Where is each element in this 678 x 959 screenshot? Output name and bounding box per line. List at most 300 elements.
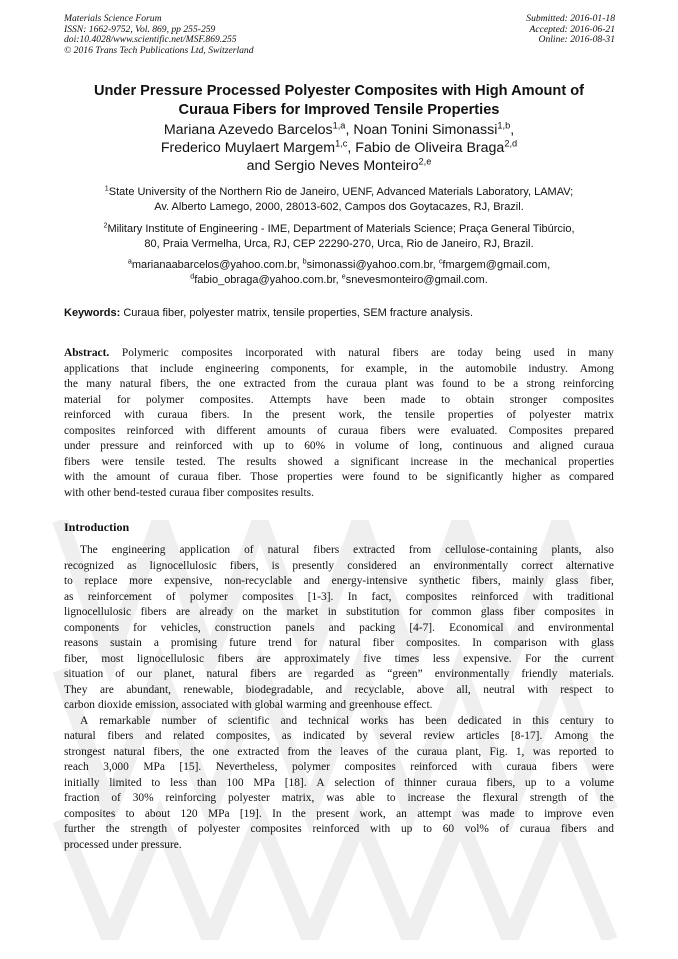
- word: volume: [354, 440, 389, 452]
- word: replace: [84, 575, 118, 587]
- word: greenhouse: [349, 699, 401, 711]
- word: technical: [308, 714, 350, 727]
- word: in: [459, 455, 469, 468]
- word: components: [64, 621, 120, 634]
- word: reinforced: [126, 424, 174, 437]
- word: was: [461, 807, 480, 820]
- word: in: [327, 606, 337, 618]
- word: environmental: [548, 621, 614, 634]
- word: composites: [250, 823, 302, 835]
- word: fibers.: [200, 409, 230, 421]
- word: natural: [348, 347, 380, 359]
- word: of: [376, 745, 387, 758]
- word: the: [196, 378, 211, 390]
- word: composites: [181, 347, 233, 359]
- word: associated: [181, 699, 229, 711]
- keywords: [64, 306, 624, 320]
- word: of: [578, 792, 588, 804]
- word: has: [399, 714, 415, 727]
- word: scientific: [227, 714, 270, 727]
- journal-doi: doi:10.4028/www.scientific.net/MSF.869.255: [64, 34, 237, 46]
- word: the: [263, 606, 278, 618]
- word: reported: [558, 745, 597, 758]
- word: fibers: [250, 668, 277, 680]
- word: as: [281, 730, 292, 742]
- email-link[interactable]: simonassi@yahoo.com.br,: [306, 259, 436, 271]
- word: fiber.: [217, 471, 242, 483]
- word: properties: [287, 471, 333, 483]
- text-line: [64, 590, 614, 606]
- word: situation: [64, 668, 104, 680]
- text-line: [64, 745, 614, 761]
- email-link[interactable]: fmargem@gmail.com,: [442, 259, 551, 271]
- word: to: [441, 393, 451, 406]
- word: current: [581, 652, 614, 665]
- word: as: [64, 590, 74, 603]
- word: as: [550, 471, 560, 483]
- text-line: [64, 838, 614, 854]
- word: from: [287, 745, 310, 758]
- word: of: [399, 440, 409, 452]
- word: found: [442, 378, 469, 390]
- email-mark: a: [127, 257, 132, 266]
- text-line: [64, 791, 614, 807]
- text-line: [64, 377, 614, 393]
- word: related: [173, 730, 205, 742]
- word: and: [328, 621, 346, 634]
- word: further: [64, 823, 95, 835]
- text-line: [64, 408, 614, 424]
- word: results.: [281, 486, 314, 499]
- text-line: [64, 574, 614, 590]
- affiliation-text: Military Institute of Engineering - IME, Department of Materials Science; Praça General Tibúrcio,: [107, 223, 575, 235]
- word: to: [423, 823, 432, 835]
- word: fibers: [64, 455, 90, 468]
- word: for: [340, 362, 354, 375]
- word: from: [293, 378, 316, 390]
- word: reinforcement: [87, 590, 152, 603]
- word: a: [564, 776, 570, 789]
- word: one: [218, 378, 236, 390]
- abstract-label: Abstract.: [64, 347, 110, 359]
- word: continuous: [452, 440, 503, 452]
- word: on: [242, 606, 254, 618]
- word: correct: [521, 559, 553, 572]
- word: common: [431, 606, 472, 618]
- word: increase: [410, 455, 448, 468]
- affiliation-2: [60, 222, 618, 252]
- word: compared: [568, 471, 614, 483]
- word: the: [93, 471, 108, 483]
- word: fibers: [313, 544, 340, 556]
- word: to: [524, 807, 534, 820]
- word: [8-17].: [511, 730, 543, 742]
- word: up: [263, 440, 275, 452]
- word: and: [512, 440, 530, 452]
- word: MPa: [207, 807, 230, 820]
- word: 120: [180, 807, 198, 820]
- word: indicated: [303, 730, 345, 742]
- word: composites,: [215, 730, 271, 742]
- word: initially: [64, 776, 100, 789]
- word: the: [439, 362, 454, 375]
- word: include: [159, 362, 194, 375]
- word: renewable,: [183, 683, 234, 696]
- word: curaua: [169, 486, 200, 499]
- word: in: [604, 606, 614, 618]
- word: environmentally: [434, 668, 510, 680]
- word: for: [408, 606, 423, 618]
- word: works: [360, 714, 389, 727]
- affiliation-text: 80, Praia Vermelha, Urca, RJ, CEP 22290-270, Urca, Rio de Janeiro, RJ, Brazil.: [144, 238, 534, 251]
- word: volume: [579, 776, 614, 789]
- word: “green”: [387, 668, 423, 680]
- word: fiber: [202, 486, 225, 499]
- author-name: Mariana Azevedo Barcelos: [163, 122, 333, 138]
- word: of: [159, 471, 169, 483]
- word: the: [377, 409, 392, 421]
- word: under: [111, 838, 138, 851]
- word: found: [372, 471, 400, 483]
- word: with: [184, 424, 206, 437]
- word: made: [489, 807, 515, 820]
- text-line: [64, 362, 614, 378]
- word: engineering: [205, 362, 259, 375]
- author-name: Fabio de Oliveira Braga: [355, 140, 505, 156]
- word: a: [334, 455, 340, 468]
- word: In: [242, 409, 253, 421]
- word: fibers,: [159, 378, 189, 390]
- word: being: [495, 347, 521, 359]
- word: tensile: [135, 455, 165, 468]
- word: pressure: [100, 440, 139, 452]
- word: with: [558, 637, 580, 649]
- word: mechanical: [504, 455, 557, 468]
- word: stronger: [509, 393, 548, 406]
- word: natural: [206, 668, 239, 680]
- word: used: [533, 347, 555, 359]
- word: different: [216, 424, 256, 437]
- word: materials.: [569, 668, 614, 680]
- word: fibers: [140, 606, 167, 618]
- email-link[interactable]: snevesmonteiro@gmail.com.: [345, 274, 488, 287]
- word: less: [170, 776, 188, 789]
- word: curaua: [416, 745, 448, 758]
- word: lignocellulosic: [149, 559, 217, 572]
- section-heading-introduction: Introduction: [64, 520, 130, 534]
- word: fibers,: [471, 575, 501, 587]
- word: higher: [512, 471, 542, 483]
- word: are: [175, 606, 190, 618]
- text-line: [64, 455, 614, 471]
- author-list: [60, 121, 618, 175]
- word: [1-3].: [307, 590, 334, 603]
- word: reach: [64, 761, 89, 773]
- word: fiber: [372, 637, 395, 649]
- word: Economical: [449, 621, 504, 634]
- word: up: [400, 823, 413, 835]
- word: MPa: [253, 776, 275, 789]
- word: above: [416, 683, 444, 696]
- word: reasons: [64, 637, 99, 649]
- word: are: [99, 683, 114, 696]
- word: limited: [109, 776, 142, 789]
- word: up: [525, 776, 537, 789]
- text-line: [64, 714, 614, 730]
- word: were: [591, 761, 614, 773]
- word: A: [316, 776, 325, 789]
- word: fiber: [513, 606, 535, 618]
- word: and: [597, 823, 614, 835]
- word: to: [604, 714, 614, 727]
- word: application: [179, 544, 231, 556]
- text-line: [64, 698, 614, 714]
- word: 1,: [515, 745, 525, 758]
- word: with: [370, 823, 391, 835]
- word: of: [384, 776, 395, 789]
- author-name: Frederico Muylaert Margem: [160, 140, 336, 156]
- word: reinforcing: [165, 792, 217, 804]
- word: work,: [338, 409, 365, 421]
- word: dedicated: [457, 714, 502, 727]
- word: promising: [170, 637, 218, 649]
- email-mark: c: [438, 257, 443, 266]
- word: matrix: [584, 409, 614, 421]
- word: many: [86, 378, 112, 390]
- word: with: [64, 471, 85, 483]
- word: for: [303, 637, 317, 649]
- word: fibers: [217, 652, 244, 665]
- word: properties: [447, 409, 494, 421]
- word: under: [64, 440, 90, 452]
- author-name: Sergio Neves Monteiro: [274, 158, 419, 174]
- word: matrix,: [281, 792, 315, 804]
- word: as: [127, 559, 137, 572]
- word: fibers,: [153, 745, 183, 758]
- word: global: [254, 699, 284, 711]
- word: were: [341, 471, 364, 483]
- author-name: Noan Tonini Simonassi: [353, 122, 498, 138]
- word: natural: [113, 745, 146, 758]
- word: applications: [64, 362, 120, 375]
- word: the: [291, 807, 306, 820]
- word: fibers,: [229, 559, 259, 572]
- word: was: [532, 745, 551, 758]
- word: friendly: [521, 668, 558, 680]
- word: fibers: [392, 347, 419, 359]
- word: strong: [526, 378, 555, 390]
- word: one: [212, 745, 230, 758]
- word: polyester: [529, 409, 571, 421]
- word: abundant,: [126, 683, 171, 696]
- email-link[interactable]: marianaabarcelos@yahoo.com.br,: [131, 259, 300, 271]
- word: and: [145, 730, 162, 742]
- word: fibers: [107, 730, 134, 742]
- word: times: [394, 652, 420, 665]
- word: results: [246, 455, 277, 468]
- word: and: [325, 683, 343, 696]
- word: Composites: [508, 424, 563, 437]
- text-line: [64, 652, 614, 668]
- word: articles: [466, 730, 500, 742]
- email-link[interactable]: fabio_obraga@yahoo.com.br,: [194, 274, 339, 287]
- word: be: [494, 378, 505, 390]
- word: remarkable: [99, 714, 151, 727]
- word: with: [232, 440, 253, 452]
- email-mark: e: [341, 272, 346, 281]
- keywords-label: Keywords:: [64, 307, 121, 319]
- word: composites: [562, 393, 614, 406]
- word: of: [244, 544, 254, 556]
- word: construction: [214, 621, 272, 634]
- word: sustain: [110, 637, 142, 649]
- text-line: [64, 559, 614, 575]
- word: tensile: [405, 409, 435, 421]
- author-line: [60, 157, 618, 175]
- word: and: [329, 699, 347, 711]
- word: than: [197, 776, 217, 789]
- word: Those: [250, 471, 279, 483]
- word: substitution: [346, 606, 400, 618]
- word: market: [286, 606, 319, 618]
- word: planet,: [163, 668, 195, 680]
- text-line: [64, 393, 614, 409]
- word: polyester: [228, 792, 270, 804]
- word: be: [426, 471, 438, 483]
- word: in: [512, 714, 522, 727]
- word: strength: [130, 823, 168, 835]
- word: emission,: [135, 699, 179, 711]
- word: considered: [347, 559, 397, 572]
- word: composites: [344, 761, 396, 773]
- word: curaua: [519, 823, 551, 835]
- word: non-recyclable: [224, 575, 292, 587]
- word: [15].: [179, 761, 202, 773]
- journal-issn: ISSN: 1662-9752, Vol. 869, pp 255-259: [64, 23, 216, 35]
- word: components,: [270, 362, 329, 375]
- title-line: Curaua Fibers for Improved Tensile Properties: [178, 102, 500, 118]
- word: aligned: [539, 440, 574, 452]
- word: to: [408, 471, 418, 483]
- word: been: [363, 393, 386, 406]
- word: presently: [292, 559, 335, 572]
- word: curaua: [446, 776, 477, 789]
- word: to: [284, 440, 294, 452]
- word: more: [129, 575, 153, 587]
- word: and: [517, 621, 535, 634]
- author-affil-mark: 1,a: [332, 120, 346, 131]
- word: [19].: [239, 807, 262, 820]
- word: reinforced: [471, 590, 519, 603]
- email-list: [60, 258, 618, 288]
- word: number: [161, 714, 197, 727]
- word: to: [125, 807, 135, 820]
- word: lignocellulosic: [64, 606, 132, 618]
- word: fibers: [551, 761, 578, 773]
- word: reinforced: [410, 761, 458, 773]
- word: polymer: [189, 590, 228, 603]
- word: The: [217, 455, 236, 468]
- word: amount: [116, 471, 151, 483]
- word: work,: [359, 807, 386, 820]
- word: A: [80, 714, 89, 727]
- word: dioxide: [98, 699, 133, 711]
- word: MPa: [143, 761, 165, 773]
- word: the: [554, 652, 569, 665]
- word: extracted: [243, 378, 286, 390]
- word: carbon: [64, 699, 95, 711]
- word: fact,: [371, 590, 392, 603]
- word: incorporated: [245, 347, 303, 359]
- paper-title: [50, 82, 628, 120]
- word: Polymeric: [121, 347, 169, 359]
- word: made: [400, 393, 426, 406]
- affiliation-number: 2: [103, 221, 108, 230]
- word: several: [379, 730, 412, 742]
- word: with: [231, 699, 252, 711]
- word: to: [546, 776, 556, 789]
- word: of: [207, 714, 217, 727]
- text-line: [64, 776, 614, 792]
- word: the: [394, 745, 409, 758]
- word: neutral: [483, 683, 515, 696]
- word: to: [151, 776, 161, 789]
- word: pressure.: [140, 838, 182, 851]
- text-line: [64, 470, 614, 486]
- word: many: [588, 347, 614, 359]
- word: to: [605, 683, 614, 696]
- word: They: [64, 683, 88, 696]
- word: strongest: [64, 745, 106, 758]
- word: to: [604, 745, 614, 758]
- author-affil-mark: 2,e: [418, 156, 432, 167]
- word: for: [133, 621, 147, 634]
- email-mark: d: [190, 272, 195, 281]
- word: vol%: [464, 823, 489, 835]
- word: from: [408, 544, 432, 556]
- word: with: [532, 590, 553, 603]
- word: review: [423, 730, 455, 742]
- word: approximately: [284, 652, 350, 665]
- text-line: [64, 760, 614, 776]
- word: The: [80, 544, 98, 556]
- word: 3,000: [103, 761, 129, 773]
- word: 30%: [132, 792, 154, 804]
- word: in: [418, 362, 428, 375]
- word: fiber,: [589, 575, 614, 587]
- word: the: [105, 823, 120, 835]
- word: prepared: [574, 424, 614, 437]
- word: thinner: [404, 776, 437, 789]
- word: curaua: [157, 409, 188, 421]
- word: are: [288, 668, 302, 680]
- word: the: [599, 730, 614, 742]
- title-line: Under Pressure Processed Polyester Composites with High Amount of: [93, 83, 585, 99]
- word: lignocellulosic: [136, 652, 205, 665]
- word: tested.: [176, 455, 206, 468]
- word: reinforcing: [563, 378, 614, 390]
- text-line: [64, 729, 614, 745]
- word: biodegradable,: [245, 683, 314, 696]
- word: alternative: [565, 559, 614, 572]
- word: fibers,: [486, 776, 516, 789]
- word: also: [595, 544, 614, 556]
- word: curaua: [338, 424, 369, 437]
- word: increase: [407, 792, 445, 804]
- word: less: [432, 652, 450, 665]
- word: an: [396, 807, 407, 820]
- word: with: [64, 486, 85, 499]
